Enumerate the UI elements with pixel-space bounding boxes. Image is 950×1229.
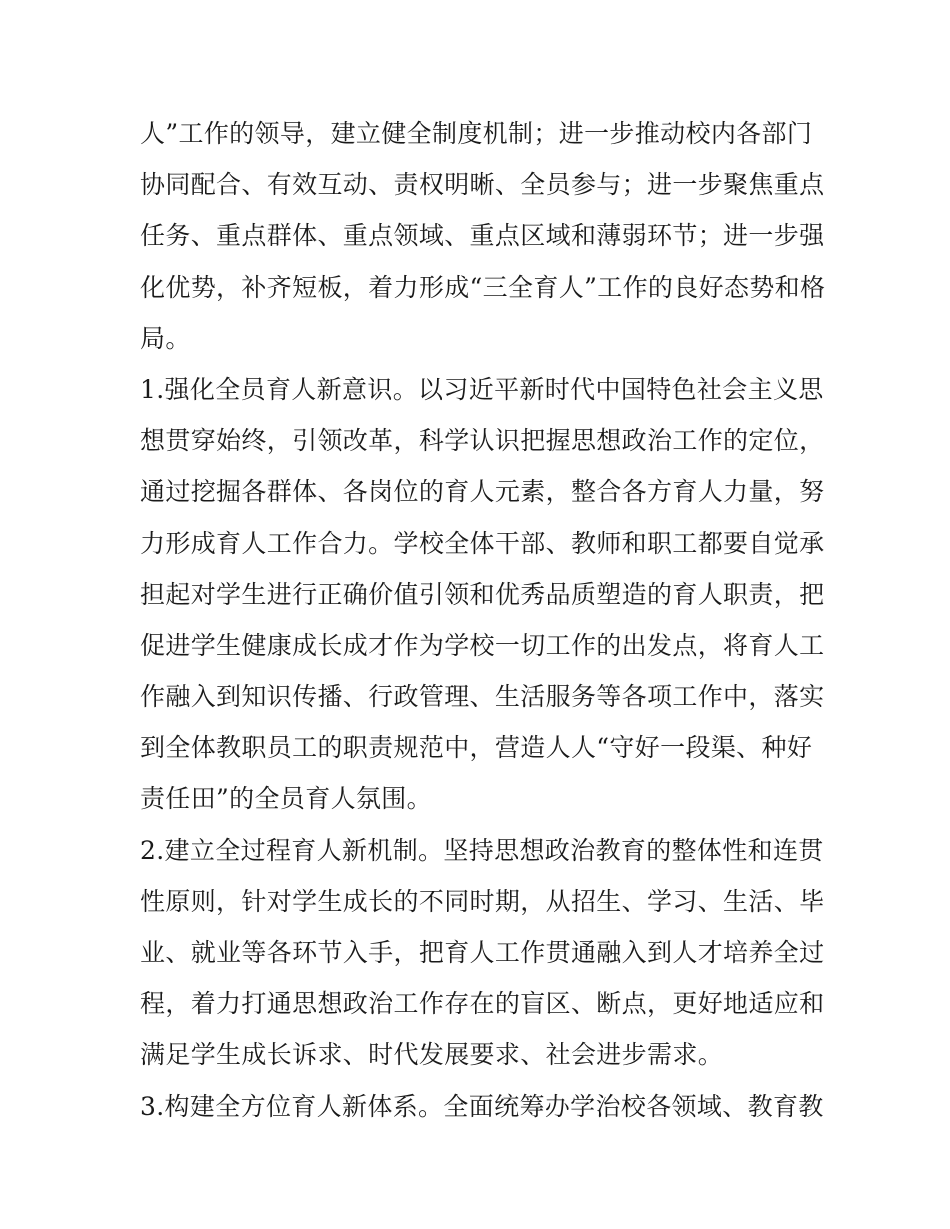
text-line: 满足学生成长诉求、时代发展要求、社会进步需求。 [140, 1040, 724, 1070]
document-body [140, 108, 826, 1132]
text-line: 2.建立全过程育人新机制。坚持思想政治教育的整体性和连贯 [140, 835, 824, 865]
text-line: 性原则，针对学生成长的不同时期，从招生、学习、生活、毕 [140, 886, 825, 916]
text-line: 程，着力打通思想政治工作存在的盲区、断点，更好地适应和 [140, 989, 825, 1019]
text-line: 局。 [140, 323, 191, 353]
text-line: 责任田”的全员育人氛围。 [140, 784, 432, 814]
text-line: 到全体教职员工的职责规范中，营造人人“守好一段渠、种好 [140, 733, 813, 763]
text-line: 业、就业等各环节入手，把育人工作贯通融入到人才培养全过 [140, 938, 825, 967]
text-line: 人”工作的领导，建立健全制度机制；进一步推动校内各部门 [140, 119, 813, 148]
text-line: 化优势，补齐短板，着力形成“三全育人”工作的良好态势和格 [140, 272, 826, 302]
text-line: 3.构建全方位育人新体系。全面统筹办学治校各领域、教育教 [140, 1091, 824, 1121]
text-line: 协同配合、有效互动、责权明晰、全员参与；进一步聚焦重点 [140, 170, 825, 200]
text-line: 作融入到知识传播、行政管理、生活服务等各项工作中，落实 [140, 682, 825, 712]
text-line: 1.强化全员育人新意识。以习近平新时代中国特色社会主义思 [140, 374, 824, 404]
text-line: 想贯穿始终，引领改革，科学认识把握思想政治工作的定位， [140, 426, 825, 456]
text-line: 担起对学生进行正确价值引领和优秀品质塑造的育人职责，把 [140, 579, 825, 609]
text-line: 任务、重点群体、重点领域、重点区域和薄弱环节；进一步强 [140, 221, 825, 251]
text-line: 力形成育人工作合力。学校全体干部、教师和职工都要自觉承 [140, 528, 825, 558]
text-line: 促进学生健康成长成才作为学校一切工作的出发点，将育人工 [140, 630, 825, 660]
text-line: 通过挖掘各群体、各岗位的育人元素，整合各方育人力量，努 [140, 477, 825, 507]
